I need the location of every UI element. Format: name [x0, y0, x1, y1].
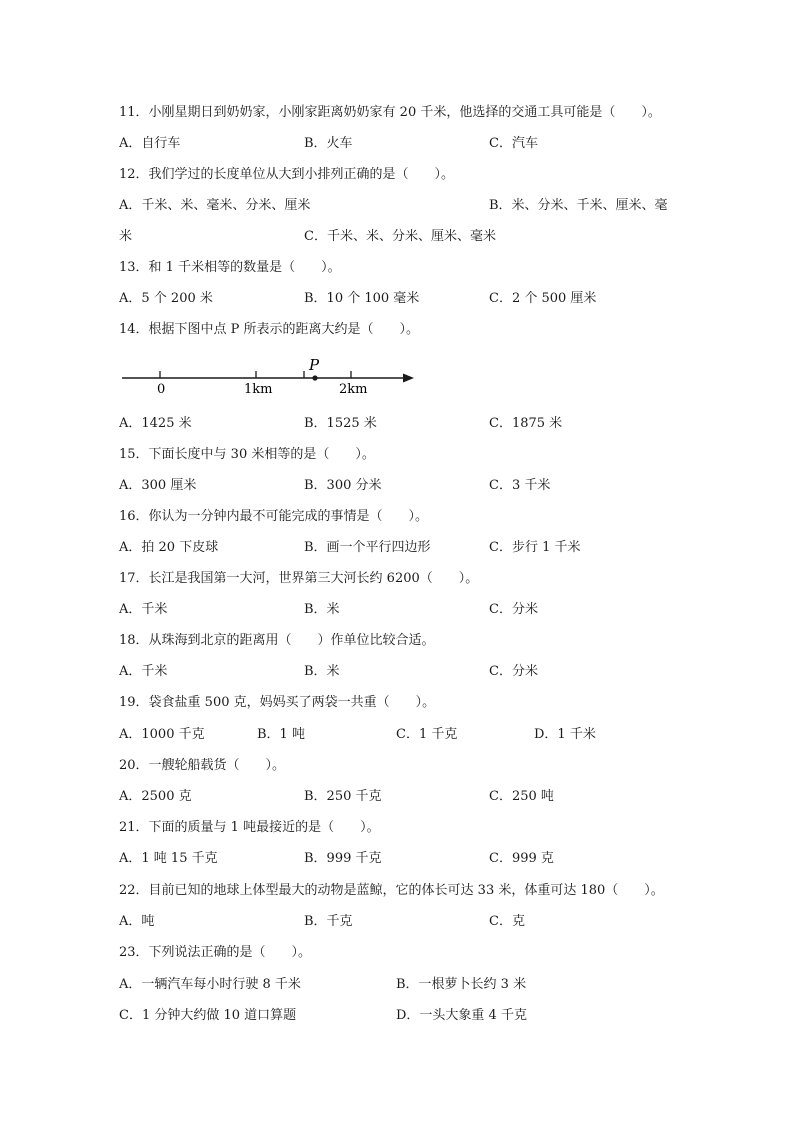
option-c: C．千米、米、分米、厘米、毫米	[304, 229, 496, 244]
option-a: A．千米	[119, 602, 168, 617]
tick-label-1km: 1km	[244, 382, 273, 397]
option-b: B．1 吨	[257, 727, 305, 742]
option-a: A．一辆汽车每小时行驶 8 千米	[119, 977, 301, 992]
arrow-head-icon	[403, 374, 414, 383]
option-d: D．1 千米	[534, 727, 596, 742]
option-a: A．1000 千克	[119, 727, 205, 742]
option-b: B．250 千克	[304, 789, 382, 804]
option-b: B．1525 米	[304, 416, 377, 431]
option-d: D．一头大象重 4 千克	[396, 1008, 527, 1023]
question-12-stem: 12．我们学过的长度单位从大到小排列正确的是（ ）。	[119, 167, 455, 182]
option-b: B．千克	[304, 914, 353, 929]
option-a: A．1425 米	[119, 416, 192, 431]
option-c: C．999 克	[489, 851, 554, 866]
tick-label-2km: 2km	[339, 382, 368, 397]
option-c: C．分米	[489, 602, 538, 617]
tick-label-0: 0	[157, 382, 166, 397]
option-b: B．999 千克	[304, 851, 382, 866]
option-b: B．画一个平行四边形	[304, 540, 431, 555]
option-c: C．250 吨	[489, 789, 554, 804]
option-a: A．吨	[119, 914, 155, 929]
option-a: A．300 厘米	[119, 478, 197, 493]
option-c: C．克	[489, 914, 525, 929]
question-17-stem: 17．长江是我国第一大河，世界第三大河长约 6200（ ）。	[119, 571, 479, 586]
option-b: B．火车	[304, 136, 353, 151]
option-a: A．1 吨 15 千克	[119, 851, 218, 866]
option-c: C．2 个 500 厘米	[489, 291, 597, 306]
question-14-stem: 14．根据下图中点 P 所表示的距离大约是（ ）。	[119, 322, 420, 337]
option-c: C．汽车	[489, 136, 538, 151]
option-b: B．米	[304, 664, 340, 679]
question-19-stem: 19．袋食盐重 500 克，妈妈买了两袋一共重（ ）。	[119, 695, 436, 710]
question-18-stem: 18．从珠海到北京的距离用（ ）作单位比较合适。	[119, 633, 435, 648]
question-13-stem: 13．和 1 千米相等的数量是（ ）。	[119, 260, 341, 275]
option-c: C．3 千米	[489, 478, 551, 493]
option-b: B．300 分米	[304, 478, 382, 493]
option-a: A．拍 20 下皮球	[119, 540, 219, 555]
question-20-stem: 20．一艘轮船载货（ ）。	[119, 758, 286, 773]
option-a: A．千米	[119, 664, 168, 679]
option-b: B．10 个 100 毫米	[304, 291, 420, 306]
question-21-stem: 21．下面的质量与 1 吨最接近的是（ ）。	[119, 820, 380, 835]
option-b-continuation: 米	[119, 229, 133, 244]
option-a: A．自行车	[119, 136, 181, 151]
option-c: C．步行 1 千米	[489, 540, 581, 555]
option-a: A．5 个 200 米	[119, 291, 213, 306]
question-15-stem: 15．下面长度中与 30 米相等的是（ ）。	[119, 447, 375, 462]
option-b: B．米、分米、千米、厘米、毫	[489, 198, 668, 213]
question-16-stem: 16．你认为一分钟内最不可能完成的事情是（ ）。	[119, 509, 429, 524]
option-c: C．1875 米	[489, 416, 563, 431]
option-b: B．米	[304, 602, 340, 617]
number-line-figure	[119, 355, 419, 400]
option-b: B．一根萝卜长约 3 米	[396, 977, 527, 992]
option-c: C．1 千克	[396, 727, 458, 742]
option-c: C．1 分钟大约做 10 道口算题	[119, 1008, 297, 1023]
option-c: C．分米	[489, 664, 538, 679]
point-p-label: P	[309, 356, 320, 374]
point-p-dot	[312, 375, 317, 380]
question-23-stem: 23．下列说法正确的是（ ）。	[119, 945, 312, 960]
question-22-stem: 22．目前已知的地球上体型最大的动物是蓝鲸，它的体长可达 33 米，体重可达 180（ ）。	[119, 883, 664, 898]
option-a: A．千米、米、毫米、分米、厘米	[119, 198, 311, 213]
option-a: A．2500 克	[119, 789, 192, 804]
question-11-stem: 11．小刚星期日到奶奶家，小刚家距离奶奶家有 20 千米，他选择的交通工具可能是（ ）。	[119, 105, 661, 120]
